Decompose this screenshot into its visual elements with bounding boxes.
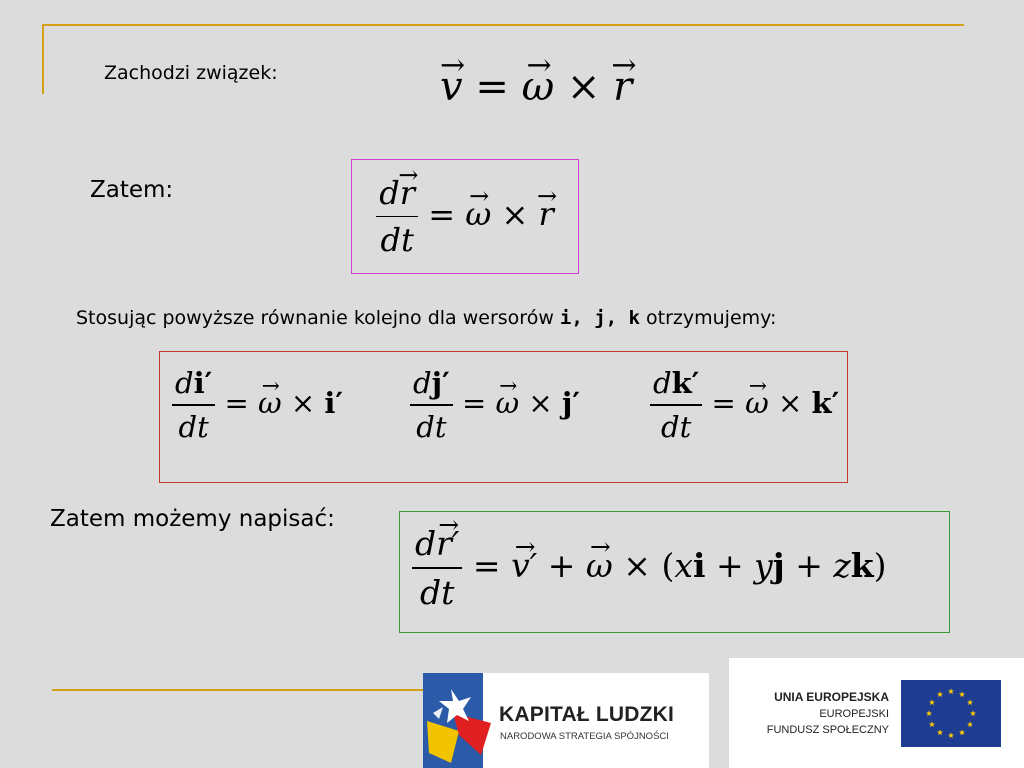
fraction-denominator: dt	[380, 221, 414, 260]
kapital-ludzki-title: KAPITAŁ LUDZKI	[499, 703, 675, 726]
kapital-ludzki-emblem-icon	[423, 673, 495, 768]
versor-sentence	[76, 307, 776, 329]
vector-r: → r	[613, 64, 632, 110]
eu-line2: EUROPEJSKI	[819, 708, 889, 720]
fraction-numerator-d: d	[379, 173, 400, 212]
times-sign: ×	[501, 195, 529, 233]
vector-r: → r	[400, 174, 415, 212]
intro-label: Zachodzi związek:	[104, 62, 278, 84]
left-accent-line	[42, 24, 44, 94]
vector-omega: → ω	[522, 64, 555, 110]
kapital-ludzki-logo	[423, 673, 709, 768]
eu-title: UNIA EUROPEJSKA	[774, 690, 889, 704]
times-sign: ×	[566, 64, 601, 110]
vector-v-prime: → v′	[511, 546, 537, 585]
equation-versors-box	[159, 351, 848, 483]
vector-omega: → ω	[465, 195, 491, 233]
eu-line3: FUNDUSZ SPOŁECZNY	[766, 724, 889, 736]
kapital-ludzki-subtitle: NARODOWA STRATEGIA SPÓJNOŚCI	[500, 731, 669, 742]
zatem-label: Zatem:	[90, 177, 174, 203]
sentence-after: otrzymujemy:	[639, 307, 777, 329]
vector-r: → r	[538, 195, 553, 233]
equation-final-box: $\frac{d\to r'}{dt}$ = → v′ + → ω × (xi + yj + zk)	[399, 511, 950, 633]
equation-dj-dt: $\frac{dj'}{dt}$ = → ω × j′	[410, 366, 580, 444]
zatem-mozemy-label: Zatem możemy napisać:	[50, 506, 335, 532]
bottom-accent-line	[52, 689, 427, 691]
equation-dr-dt-box	[351, 159, 579, 274]
equals-sign: =	[475, 64, 509, 110]
fraction-drprime-dt: $\frac{d\to r'}{dt}$	[412, 524, 462, 612]
equation-dk-dt: $\frac{dk'}{dt}$ = → ω × k′	[650, 366, 839, 444]
sentence-before: Stosując powyższe równanie kolejno dla wersorów	[76, 307, 560, 329]
top-accent-line	[42, 24, 964, 26]
vector-omega: → ω	[586, 546, 613, 585]
sentence-vectors: i, j, k	[559, 307, 640, 329]
vector-v: → v	[440, 64, 463, 110]
equation-velocity	[440, 50, 702, 124]
equals-sign: =	[428, 195, 456, 233]
eu-flag-icon	[901, 680, 1001, 747]
fraction-dr-dt	[376, 174, 418, 260]
eu-fund-logo	[729, 658, 1024, 768]
equation-di-dt: $\frac{di'}{dt}$ = → ω × i′	[172, 366, 343, 444]
